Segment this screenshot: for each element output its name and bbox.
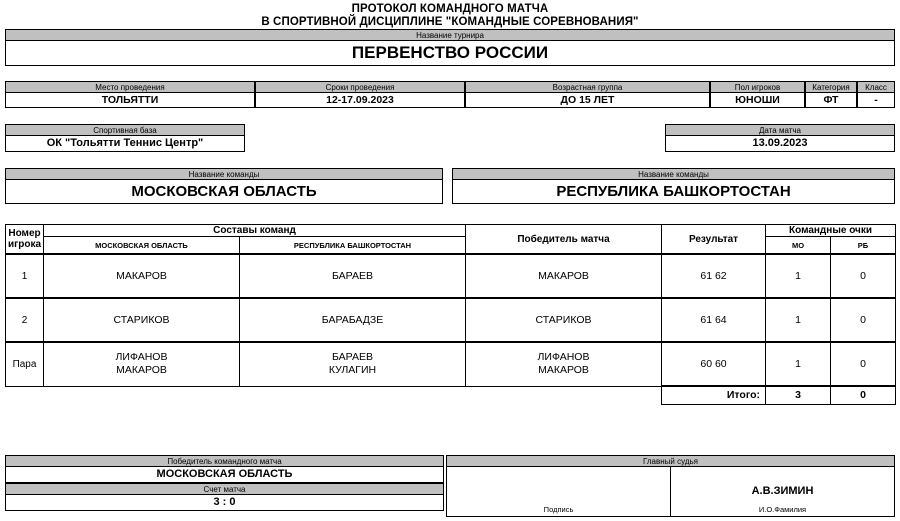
- age-group-label: Возрастная группа: [465, 81, 710, 93]
- match-results-table: [5, 224, 896, 405]
- category-value: ФТ: [805, 93, 857, 108]
- tournament-label: Название турнира: [5, 29, 895, 41]
- sports-base-value: ОК "Тольятти Теннис Центр": [5, 136, 245, 152]
- header-team-2-lineup: РЕСПУБЛИКА БАШКОРТОСТАН: [240, 237, 466, 255]
- cell-player-number: 1: [6, 254, 44, 298]
- total-points-team-1: 3: [766, 386, 831, 405]
- table-row: [6, 254, 896, 298]
- cell-team-1-player-line-1: МАКАРОВ: [116, 269, 167, 282]
- cell-result: 61 62: [662, 254, 766, 298]
- header-points-team-2: РБ: [831, 237, 896, 255]
- cell-match-winner-line-2: МАКАРОВ: [538, 364, 589, 377]
- cell-match-winner: [466, 298, 662, 342]
- cell-team-2-player-line-1: БАРАЕВ: [332, 351, 373, 364]
- team-1-name: МОСКОВСКАЯ ОБЛАСТЬ: [5, 180, 443, 204]
- match-winner-label: Победитель командного матча: [5, 455, 444, 467]
- referee-label: Главный судья: [446, 455, 895, 467]
- team-2-label: Название команды: [452, 168, 895, 180]
- referee-signature-caption: Подпись: [543, 505, 574, 514]
- cell-player-number: Пара: [6, 342, 44, 386]
- cell-team-2-players: [240, 342, 466, 386]
- dates-value: 12-17.09.2023: [255, 93, 465, 108]
- cell-team-1-player-line-1: ЛИФАНОВ: [115, 351, 168, 364]
- header-team-points: Командные очки: [766, 225, 896, 237]
- cell-result: 61 64: [662, 298, 766, 342]
- table-row: [6, 342, 896, 386]
- cell-points-team-2: 0: [831, 298, 896, 342]
- cell-team-1-players: [44, 298, 240, 342]
- cell-match-winner: [466, 342, 662, 386]
- total-blank-1: [6, 386, 44, 405]
- team-2-block: [452, 168, 895, 204]
- cell-player-number: 2: [6, 298, 44, 342]
- header-winner: Победитель матча: [466, 225, 662, 255]
- referee-name-cell: [671, 467, 894, 516]
- cell-points-team-2: 0: [831, 342, 896, 386]
- cell-team-1-player-line-1: СТАРИКОВ: [113, 313, 170, 326]
- cell-match-winner-line-1: МАКАРОВ: [538, 269, 589, 282]
- header-team-1-lineup: МОСКОВСКАЯ ОБЛАСТЬ: [44, 237, 240, 255]
- team-1-label: Название команды: [5, 168, 443, 180]
- cell-result: 60 60: [662, 342, 766, 386]
- table-total-row: [6, 386, 896, 405]
- cell-team-2-player-line-2: КУЛАГИН: [328, 364, 377, 377]
- cell-match-winner: [466, 254, 662, 298]
- class-label: Класс: [857, 81, 895, 93]
- match-date-field: [665, 124, 895, 152]
- match-date-label: Дата матча: [665, 124, 895, 136]
- age-group-field: [465, 81, 710, 108]
- document-title: [0, 3, 900, 29]
- venue-label: Место проведения: [5, 81, 255, 93]
- total-points-team-2: 0: [831, 386, 896, 405]
- cell-team-1-player-line-2: МАКАРОВ: [116, 364, 167, 377]
- venue-field: [5, 81, 255, 108]
- sports-base-field: [5, 124, 245, 152]
- referee-name: А.В.ЗИМИН: [751, 485, 814, 497]
- dates-label: Сроки проведения: [255, 81, 465, 93]
- category-field: [805, 81, 857, 108]
- cell-match-winner-line-1: ЛИФАНОВ: [537, 351, 590, 364]
- referee-body: [446, 467, 895, 517]
- footer: [5, 455, 895, 517]
- cell-match-winner-line-1: СТАРИКОВ: [535, 313, 592, 326]
- class-field: [857, 81, 895, 108]
- header-lineups: Составы команд: [44, 225, 466, 237]
- referee-name-caption: И.О.Фамилия: [758, 505, 807, 514]
- header-player-number-line-2: игрока: [7, 239, 42, 250]
- cell-team-1-players: [44, 254, 240, 298]
- cell-team-1-players: [44, 342, 240, 386]
- cell-points-team-1: 1: [766, 298, 831, 342]
- document-title-line-2: В СПОРТИВНОЙ ДИСЦИПЛИНЕ "КОМАНДНЫЕ СОРЕВНОВАНИЯ": [261, 16, 639, 28]
- cell-points-team-2: 0: [831, 254, 896, 298]
- header-points-team-1: МО: [766, 237, 831, 255]
- header-result: Результат: [662, 225, 766, 255]
- match-score-label: Счет матча: [5, 483, 444, 495]
- class-value: -: [857, 93, 895, 108]
- cell-points-team-1: 1: [766, 254, 831, 298]
- footer-left: [5, 455, 444, 517]
- total-blank-4: [466, 386, 662, 405]
- cell-points-team-1: 1: [766, 342, 831, 386]
- event-info-strip: [5, 81, 895, 108]
- match-score-value: 3 : 0: [5, 495, 444, 511]
- cell-team-2-player-line-1: БАРАБАДЗЕ: [321, 313, 384, 326]
- header-player-number: [6, 225, 44, 255]
- header-player-number-line-1: Номер: [8, 228, 41, 239]
- gender-value: ЮНОШИ: [710, 93, 805, 108]
- total-label: Итого:: [662, 386, 766, 405]
- cell-team-2-players: [240, 298, 466, 342]
- team-2-name: РЕСПУБЛИКА БАШКОРТОСТАН: [452, 180, 895, 204]
- sports-base-label: Спортивная база: [5, 124, 245, 136]
- match-date-value: 13.09.2023: [665, 136, 895, 152]
- tournament-value: ПЕРВЕНСТВО РОССИИ: [5, 41, 895, 66]
- document-title-line-1: ПРОТОКОЛ КОМАНДНОГО МАТЧА: [351, 3, 549, 15]
- category-label: Категория: [805, 81, 857, 93]
- cell-team-2-players: [240, 254, 466, 298]
- total-blank-3: [240, 386, 466, 405]
- cell-team-2-player-line-1: БАРАЕВ: [332, 269, 373, 282]
- referee-signature-cell: [447, 467, 671, 516]
- age-group-value: ДО 15 ЛЕТ: [465, 93, 710, 108]
- total-blank-2: [44, 386, 240, 405]
- gender-label: Пол игроков: [710, 81, 805, 93]
- match-winner-value: МОСКОВСКАЯ ОБЛАСТЬ: [5, 467, 444, 483]
- team-1-block: [5, 168, 443, 204]
- tournament-block: [5, 29, 895, 66]
- table-row: [6, 298, 896, 342]
- gender-field: [710, 81, 805, 108]
- venue-value: ТОЛЬЯТТИ: [5, 93, 255, 108]
- table-header-row-1: [6, 225, 896, 237]
- footer-right: [446, 455, 895, 517]
- dates-field: [255, 81, 465, 108]
